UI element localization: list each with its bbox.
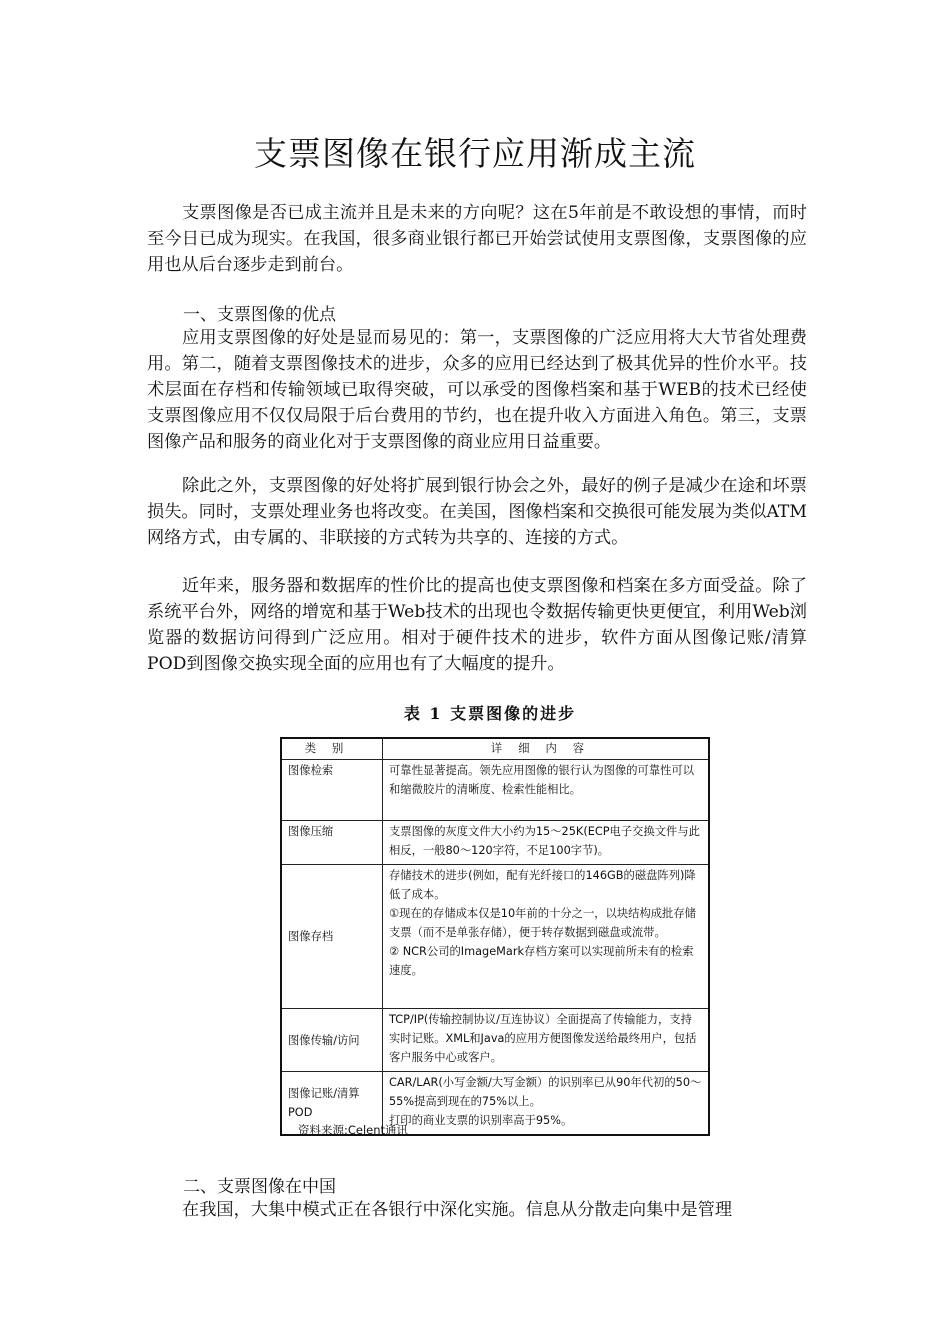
section1-heading: 一、支票图像的优点 (183, 305, 336, 325)
table-row (281, 821, 709, 865)
row-category: 图像记账/清算POD (281, 1072, 383, 1135)
table-source: 资料来源:Celent通讯 (298, 1123, 409, 1137)
section1-paragraph-3: 近年来，服务器和数据库的性价比的提高也使支票图像和档案在多方面受益。除了系统平台外，网络的增宽和基于Web技术的出现也令数据传输更快更便宜，利用Web浏览器的数据访问得到广泛应用。相对于硬件技术的进步，软件方面从图像记账/清算POD到图像交换实现全面的应用也有了大幅度的提升。 (147, 576, 807, 674)
document-title: 支票图像在银行应用渐成主流 (254, 134, 696, 173)
row-category: 图像传输/访问 (281, 1009, 383, 1072)
table-row (281, 1009, 709, 1072)
row-detail: 支票图像的灰度文件大小约为15～25K(ECP电子交换文件与此相反，一般80～120字符，不足100字节)。 (383, 821, 710, 865)
section2-paragraph: 在我国，大集中模式正在各银行中深化实施。信息从分散走向集中是管理 (182, 1200, 733, 1220)
section1-paragraph-2: 除此之外，支票图像的好处将扩展到银行协会之外，最好的例子是减少在途和坏票损失。同时，支票处理业务也将改变。在美国，图像档案和交换很可能发展为类似ATM网络方式，由专属的、非联接的方式转为共享的、连接的方式。 (147, 476, 807, 548)
row-category: 图像存档 (281, 865, 383, 1009)
header-category: 类别 (281, 738, 383, 760)
row-category: 图像检索 (281, 760, 383, 821)
row-detail: 可靠性显著提高。领先应用图像的银行认为图像的可靠性可以和缩微胶片的清晰度、检索性能相比。 (383, 760, 710, 821)
row-detail: CAR/LAR(小写金额/大写金额）的识别率已从90年代初的50～55%提高到现在的75%以上。 打印的商业支票的识别率高于95%。 (383, 1072, 710, 1135)
row-category: 图像压缩 (281, 821, 383, 865)
header-detail: 详细内容 (383, 738, 710, 760)
intro-paragraph: 支票图像是否已成主流并且是未来的方向呢？这在5年前是不敢设想的事情，而时至今日已成为现实。在我国，很多商业银行都已开始尝试使用支票图像，支票图像的应用也从后台逐步走到前台。 (147, 203, 807, 275)
section1-paragraph-1: 应用支票图像的好处是显而易见的：第一，支票图像的广泛应用将大大节省处理费用。第二，随着支票图像技术的进步，众多的应用已经达到了极其优异的性价水平。技术层面在存档和传输领域已取得突破，可以承受的图像档案和基于WEB的技术已经使支票图像应用不仅仅局限于后台费用的节约，也在提升收入方面进入角色。第三，支票图像产品和服务的商业化对于支票图像的商业应用日益重要。 (147, 328, 807, 452)
table-caption: 表 1 支票图像的进步 (403, 704, 577, 723)
row-detail: 存储技术的进步(例如，配有光纤接口的146GB的磁盘阵列)降低了成本。 ①现在的存储成本仅是10年前的十分之一，以块结构成批存储支票（而不是单张存储），便于转存数据到磁盘或流带。 ② NCR公司的ImageMark存档方案可以实现前所未有的检索速度。 (383, 865, 710, 1009)
table-row (281, 760, 709, 821)
table-row (281, 865, 709, 1009)
table-header-row (281, 738, 709, 760)
row-detail: TCP/IP(传输控制协议/互连协议）全面提高了传输能力，支持实时记账。XML和Java的应用方便图像发送给最终用户，包括客户服务中心或客户。 (383, 1009, 710, 1072)
progress-table (280, 737, 710, 1136)
section2-heading: 二、支票图像在中国 (183, 1177, 336, 1197)
